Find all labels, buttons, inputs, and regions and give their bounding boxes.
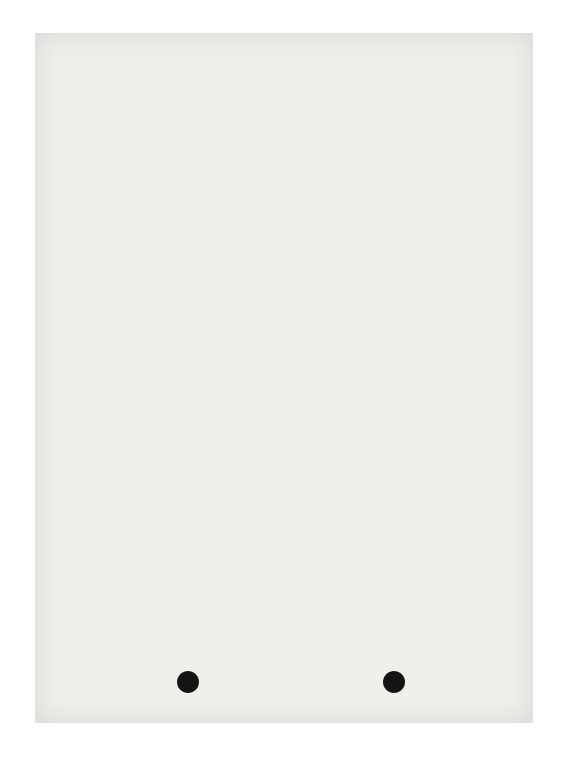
- document-page: [35, 33, 533, 723]
- binder-hole: [177, 671, 199, 693]
- binder-hole: [383, 671, 405, 693]
